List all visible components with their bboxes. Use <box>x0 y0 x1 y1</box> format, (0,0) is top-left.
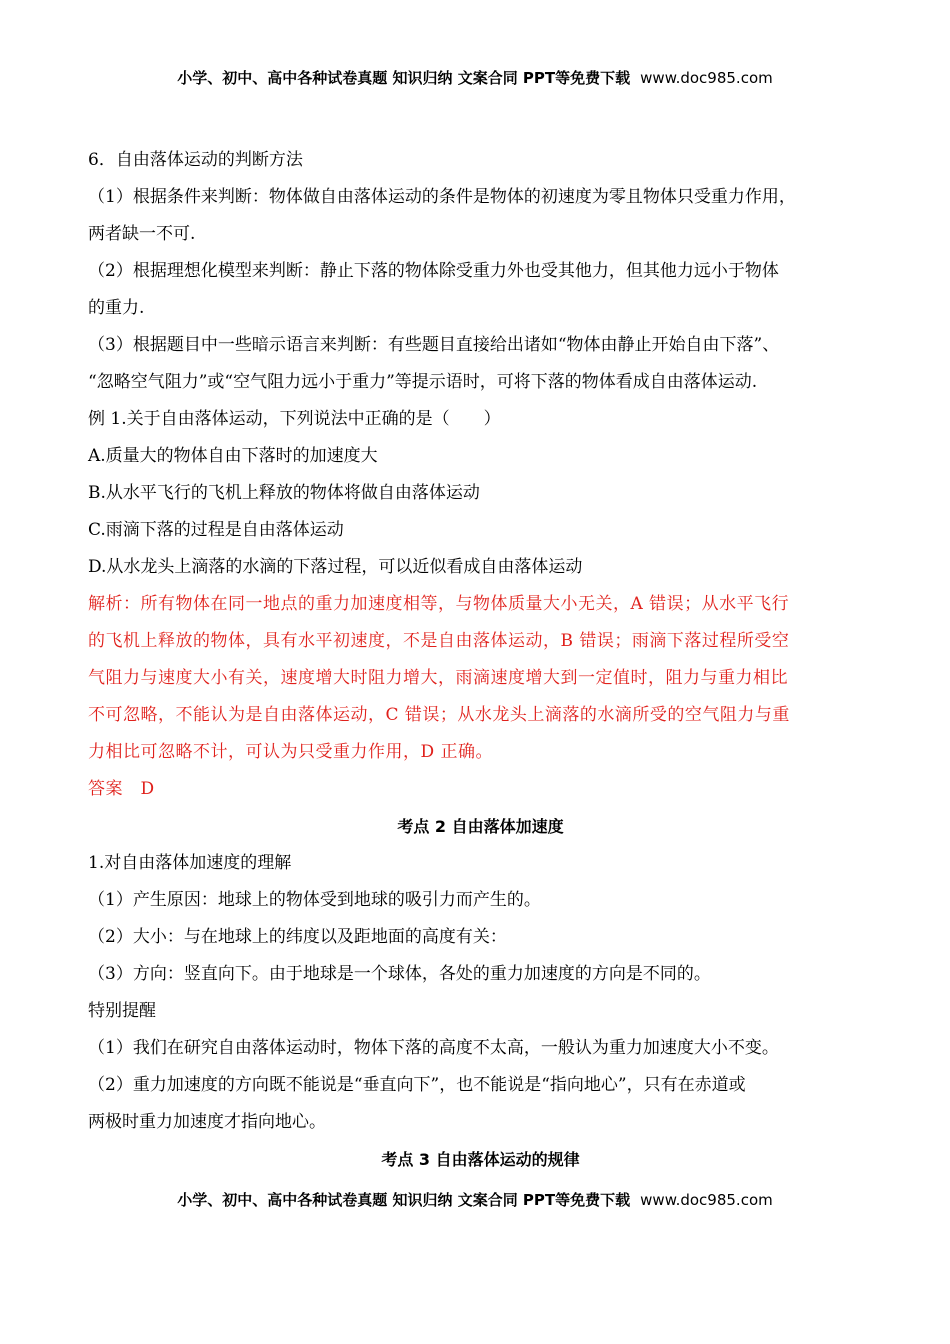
analysis-line5: 力相比可忽略不计，可认为只受重力作用，D 正确。 <box>88 742 494 762</box>
kaodian3-heading: 考点 3 自由落体运动的规律 <box>381 1150 580 1169</box>
answer: 答案 D <box>88 779 155 799</box>
footer-url[interactable]: www.doc985.com <box>640 1191 773 1209</box>
document-body <box>88 142 873 1178</box>
kaodian2-item2: （2）大小：与在地球上的纬度以及距地面的高度有关： <box>88 927 507 947</box>
kaodian2-heading: 考点 2 自由落体加速度 <box>397 817 564 836</box>
page-header <box>0 68 950 88</box>
section6-title: 6．自由落体运动的判断方法 <box>88 150 303 170</box>
kaodian2-item3: （3）方向：竖直向下。由于地球是一个球体，各处的重力加速度的方向是不同的。 <box>88 964 711 984</box>
footer-text: 小学、初中、高中各种试卷真题 知识归纳 文案合同 PPT等免费下载 <box>177 1191 631 1209</box>
section6-p3-line2: “忽略空气阻力”或“空气阻力远小于重力”等提示语时，可将下落的物体看成自由落体运动. <box>88 372 758 392</box>
analysis-line3: 气阻力与速度大小有关，速度增大时阻力增大，雨滴速度增大到一定值时，阻力与重力相比 <box>88 668 788 688</box>
header-url[interactable]: www.doc985.com <box>640 69 773 87</box>
option-b: B.从水平飞行的飞机上释放的物体将做自由落体运动 <box>88 483 480 503</box>
analysis-line4: 不可忽略，不能认为是自由落体运动，C 错误；从水龙头上滴落的水滴所受的空气阻力与重 <box>88 705 790 725</box>
section6-p1-line2: 两者缺一不可. <box>88 224 196 244</box>
option-a: A.质量大的物体自由下落时的加速度大 <box>88 446 378 466</box>
tip-item2-line2: 两极时重力加速度才指向地心。 <box>88 1112 326 1132</box>
option-c: C.雨滴下落的过程是自由落体运动 <box>88 520 344 540</box>
kaodian2-sub: 1.对自由落体加速度的理解 <box>88 853 292 873</box>
analysis-line1: 解析：所有物体在同一地点的重力加速度相等，与物体质量大小无关，A 错误；从水平飞行 <box>88 594 790 614</box>
section6-p3-line1: （3）根据题目中一些暗示语言来判断：有些题目直接给出诸如“物体由静止开始自由下落”、 <box>88 335 780 355</box>
tip-item2-line1: （2）重力加速度的方向既不能说是“垂直向下”，也不能说是“指向地心”，只有在赤道或 <box>88 1075 746 1095</box>
option-d: D.从水龙头上滴落的水滴的下落过程，可以近似看成自由落体运动 <box>88 557 583 577</box>
example-question: 例 1.关于自由落体运动，下列说法中正确的是（ ） <box>88 409 501 429</box>
tip-item1: （1）我们在研究自由落体运动时，物体下落的高度不太高，一般认为重力加速度大小不变。 <box>88 1038 779 1058</box>
kaodian2-item1: （1）产生原因：地球上的物体受到地球的吸引力而产生的。 <box>88 890 541 910</box>
analysis-block <box>88 586 873 808</box>
page-footer <box>0 1190 950 1210</box>
section6-p1-line1: （1）根据条件来判断：物体做自由落体运动的条件是物体的初速度为零且物体只受重力作用， <box>88 187 796 207</box>
tip-title: 特别提醒 <box>88 1001 156 1021</box>
section6-p2-line2: 的重力. <box>88 298 145 318</box>
analysis-line2: 的飞机上释放的物体，具有水平初速度，不是自由落体运动，B 错误；雨滴下落过程所受空 <box>88 631 790 651</box>
header-text: 小学、初中、高中各种试卷真题 知识归纳 文案合同 PPT等免费下载 <box>177 69 631 87</box>
section6-p2-line1: （2）根据理想化模型来判断：静止下落的物体除受重力外也受其他力，但其他力远小于物体 <box>88 261 779 281</box>
